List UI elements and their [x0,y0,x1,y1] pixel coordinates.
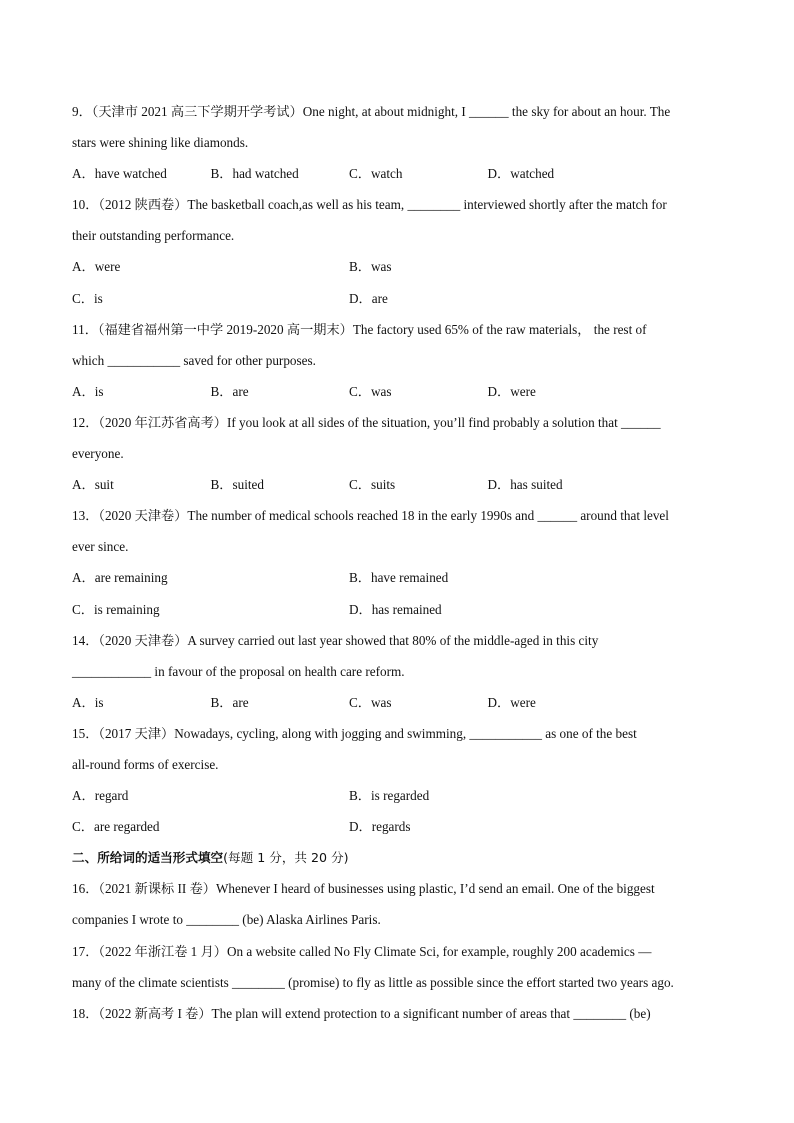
option-b: B．are [210,694,249,710]
question-18-line1: 18．（2022 新高考 I 卷）The plan will extend protection to a significant number of areas that ________ (be) [72,1005,651,1021]
option-a: A．were [72,259,121,275]
option-a: A．is [72,694,104,710]
question-11-line1: 11．（福建省福州第一中学 2019-2020 高一期末）The factory used 65% of the raw materials， the rest of [72,321,647,337]
option-d: D．watched [487,166,555,182]
option-c: C．was [349,694,392,710]
question-14-line2: ____________ in favour of the proposal on health care reform. [72,663,405,679]
question-16-line1: 16．（2021 新课标 II 卷）Whenever I heard of businesses using plastic, I’d send an email. One of the biggest [72,881,655,897]
option-c: C．is [72,290,103,306]
question-12-options [72,469,722,500]
question-13-line2: ever since. [72,539,129,555]
question-12-line2: everyone. [72,446,124,462]
question-13-line1: 13．（2020 天津卷）The number of medical schools reached 18 in the early 1990s and ______ around that level [72,508,669,524]
question-17-line2: many of the climate scientists ________ (promise) to fly as little as possible since the effort started two years ago. [72,974,674,990]
option-a: A．suit [72,477,114,493]
question-13-options-row2 [72,594,722,625]
section-title: 二、所给词的适当形式填空 [72,850,224,866]
option-d: D．has suited [487,477,563,493]
option-b: B．is regarded [349,788,430,804]
question-10-line2: their outstanding performance. [72,228,235,244]
question-10-options-row2 [72,283,722,314]
question-14-line1: 14．（2020 天津卷）A survey carried out last year showed that 80% of the middle-aged in this city [72,632,599,648]
question-11-line2: which ___________ saved for other purposes. [72,352,316,368]
section-heading [72,842,722,873]
worksheet-page [72,96,722,1029]
question-9-line2: stars were shining like diamonds. [72,135,249,151]
option-b: B．had watched [210,166,299,182]
option-b: B．have remained [349,570,449,586]
option-d: D．are [349,290,388,306]
question-15-options-row1 [72,780,722,811]
option-b: B．are [210,383,249,399]
question-15-line1: 15．（2017 天津）Nowadays, cycling, along with jogging and swimming, ___________ as one of the best [72,725,637,741]
option-c: C．was [349,383,392,399]
question-9-line1: 9．（天津市 2021 高三下学期开学考试）One night, at about midnight, I ______ the sky for about an hour. The [72,104,671,119]
option-b: B．was [349,259,392,275]
question-9-options [72,158,722,189]
question-10-line1: 10．（2012 陕西卷）The basketball coach,as well as his team, ________ interviewed shortly after the match for [72,197,667,213]
option-c: C．suits [349,477,396,493]
question-15-options-row2 [72,811,722,842]
question-15-line2: all-round forms of exercise. [72,756,219,772]
question-10-options-row1 [72,251,722,282]
option-a: A．is [72,383,104,399]
option-c: C．are regarded [72,819,160,835]
option-d: D．has remained [349,601,442,617]
option-a: A．have watched [72,166,167,182]
option-a: A．regard [72,788,129,804]
question-14-options [72,687,722,718]
section-points: (每题 1 分，共 20 分) [223,850,349,866]
question-11-options [72,376,722,407]
option-d: D．were [487,694,536,710]
option-a: A．are remaining [72,570,168,586]
option-d: D．were [487,383,536,399]
question-12-line1: 12．（2020 年江苏省高考）If you look at all sides of the situation, you’ll find probably a solution that ______ [72,414,661,430]
option-c: C．is remaining [72,601,160,617]
question-16-line2: companies I wrote to ________ (be) Alaska Airlines Paris. [72,912,381,928]
option-c: C．watch [349,166,403,182]
question-17-line1: 17．（2022 年浙江卷 1 月）On a website called No Fly Climate Sci, for example, roughly 200 academics — [72,943,652,959]
question-13-options-row1 [72,562,722,593]
option-b: B．suited [210,477,264,493]
option-d: D．regards [349,819,411,835]
